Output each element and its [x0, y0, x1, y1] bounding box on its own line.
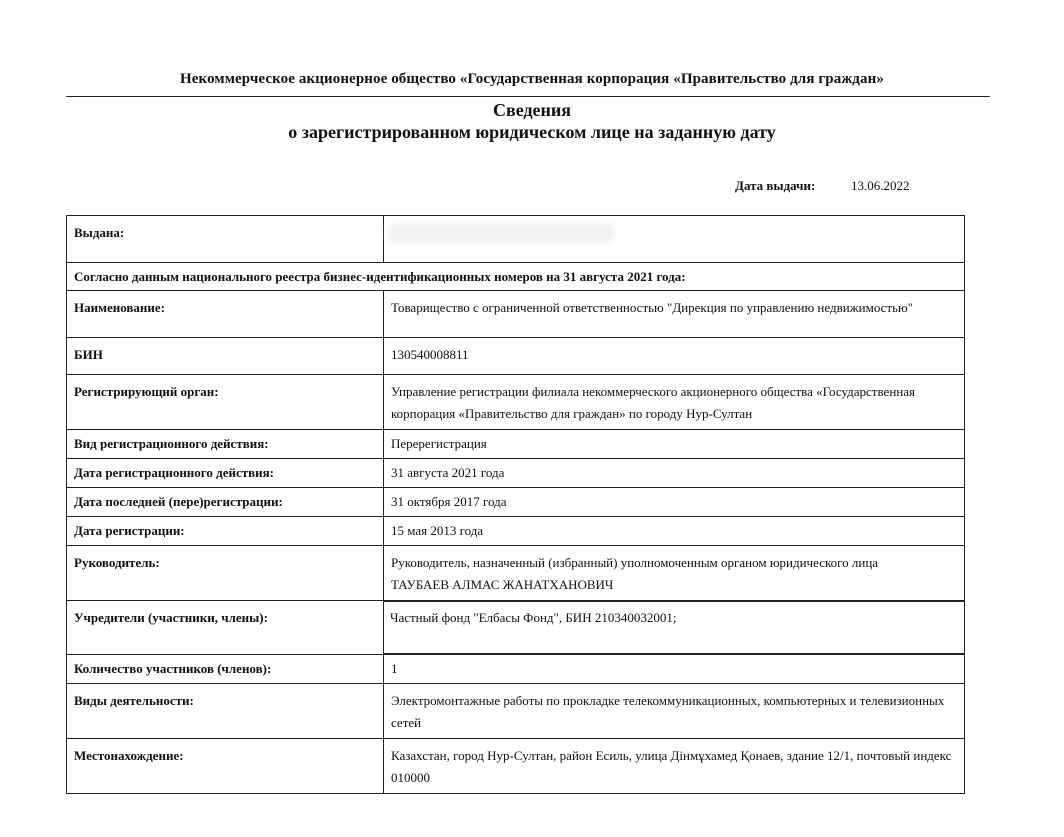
table-row: [67, 739, 965, 794]
row-label-name: Наименование:: [67, 291, 384, 338]
row-label-location: Местонахождение:: [67, 739, 384, 794]
table-row: [67, 430, 965, 459]
table-row: [67, 517, 965, 546]
row-value-member-count: 1: [384, 655, 965, 684]
redacted-recipient: [391, 226, 611, 240]
row-value-registration-action-type: Перерегистрация: [384, 430, 965, 459]
issued-to-label: Выдана:: [67, 216, 384, 263]
row-value-name: Товарищество с ограниченной ответственностью "Дирекция по управлению недвижимостью": [384, 291, 965, 338]
row-label-registering-authority: Регистрирующий орган:: [67, 375, 384, 430]
row-value-founders: Частный фонд "Елбасы Фонд", БИН 210340032001;: [390, 610, 677, 625]
row-label-bin: БИН: [67, 338, 384, 375]
table-row: [67, 655, 965, 684]
row-value-founders-cell: [384, 601, 965, 655]
row-value-director: [384, 546, 965, 601]
row-value-location: Казахстан, город Нур-Султан, район Есиль, улица Дінмұхамед Қонаев, здание 12/1, почтовый индекс 010000: [384, 739, 965, 794]
table-row: [67, 375, 965, 430]
entity-info-table: [66, 215, 965, 794]
table-row: [67, 263, 965, 291]
row-value-registering-authority: Управление регистрации филиала некоммерческого акционерного общества «Государственная корпорация «Правительство для граждан» по городу Нур-Султан: [384, 375, 965, 430]
table-row: [67, 216, 965, 263]
row-value-activities: Электромонтажные работы по прокладке телекоммуникационных, компьютерных и телевизионных сетей: [384, 684, 965, 739]
row-label-last-reregistration-date: Дата последней (пере)регистрации:: [67, 488, 384, 517]
row-label-director: Руководитель:: [67, 546, 384, 601]
table-row: [67, 546, 965, 601]
issue-date-label: Дата выдачи:: [735, 178, 816, 193]
issued-to-value: [384, 216, 965, 263]
document-subtitle: о зарегистрированном юридическом лице на заданную дату: [288, 122, 776, 142]
document-title: Сведения: [492, 100, 572, 120]
registry-note: Согласно данным национального реестра бизнес-идентификационных номеров на 31 августа 2021 года:: [67, 263, 965, 291]
director-name: ТАУБАЕВ АЛМАС ЖАНАТХАНОВИЧ: [391, 577, 614, 592]
row-label-registration-action-date: Дата регистрационного действия:: [67, 459, 384, 488]
row-label-registration-action-type: Вид регистрационного действия:: [67, 430, 384, 459]
founders-box: [383, 601, 965, 654]
row-label-registration-date: Дата регистрации:: [67, 517, 384, 546]
table-row: [67, 291, 965, 338]
row-label-founders: Учредители (участники, члены):: [67, 601, 384, 655]
row-value-last-reregistration-date: 31 октября 2017 года: [384, 488, 965, 517]
director-role: Руководитель, назначенный (избранный) уполномоченным органом юридического лица: [391, 555, 879, 570]
table-row: [67, 601, 965, 655]
table-row: [67, 459, 965, 488]
table-row: [67, 488, 965, 517]
row-label-member-count: Количество участников (членов):: [67, 655, 384, 684]
row-value-registration-date: 15 мая 2013 года: [384, 517, 965, 546]
row-value-bin: 130540008811: [384, 338, 965, 375]
organization-header: Некоммерческое акционерное общество «Государственная корпорация «Правительство для граждан»: [180, 71, 884, 87]
table-row: [67, 684, 965, 739]
row-value-registration-action-date: 31 августа 2021 года: [384, 459, 965, 488]
row-label-activities: Виды деятельности:: [67, 684, 384, 739]
table-row: [67, 338, 965, 375]
issue-date-value: 13.06.2022: [851, 178, 910, 193]
header-divider: [66, 96, 990, 97]
